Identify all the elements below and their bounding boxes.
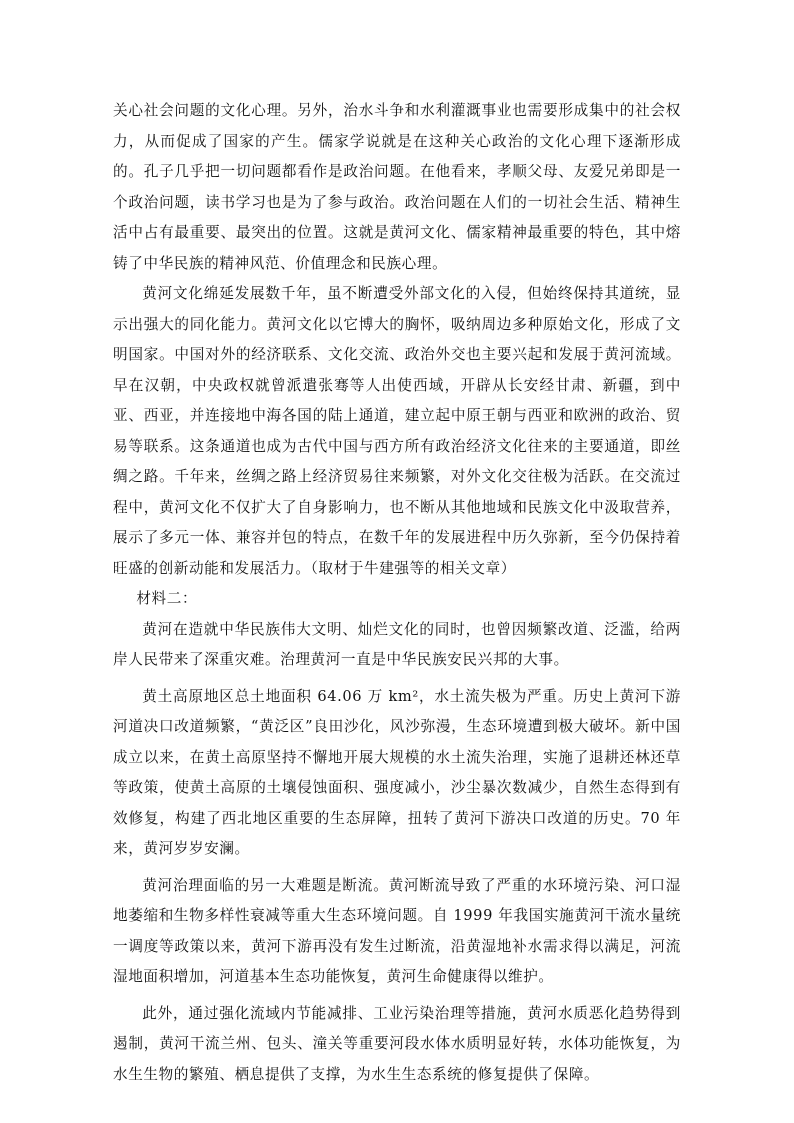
document-body [113,96,681,1090]
paragraph-4: 黄土高原地区总土地面积 64.06 万 km²，水土流失极为严重。历史上黄河下游河道决口改道频繁，“黄泛区”良田沙化，风沙弥漫，生态环境遭到极大破坏。新中国成立以来，在黄土高原坚持不懈地开展大规模的水土流失治理，实施了退耕还林还草等政策，使黄土高原的土壤侵蚀面积、强度减小，沙尘暴次数减少，自然生态得到有效修复，构建了西北地区重要的生态屏障，扭转了黄河下游决口改道的历史。70 年来，黄河岁岁安澜。 [113,687,681,857]
paragraph-6: 此外，通过强化流域内节能减排、工业污染治理等措施，黄河水质恶化趋势得到遏制，黄河干流兰州、包头、潼关等重要河段水体水质明显好转，水体功能恢复，为水生生物的繁殖、栖息提供了支撑，为水生生态系统的修复提供了保障。 [113,1004,681,1083]
paragraph-2: 黄河文化绵延发展数千年，虽不断遭受外部文化的入侵，但始终保持其道统，显示出强大的同化能力。黄河文化以它博大的胸怀，吸纳周边多种原始文化，形成了文明国家。中国对外的经济联系、文化交流、政治外交也主要兴起和发展于黄河流域。早在汉朝，中央政权就曾派遣张骞等人出使西域，开辟从长安经甘肃、新疆，到中亚、西亚，并连接地中海各国的陆上通道，建立起中原王朝与西亚和欧洲的政治、贸易等联系。这条通道也成为古代中国与西方所有政治经济文化往来的主要通道，即丝绸之路。千年来，丝绸之路上经济贸易往来频繁，对外文化交往极为活跃。在交流过程中，黄河文化不仅扩大了自身影响力，也不断从其他地域和民族文化中汲取营养，展示了多元一体、兼容并包的特点，在数千年的发展进程中历久弥新，至今仍保持着旺盛的创新动能和发展活力。（取材于牛建强等的相关文章） [113,285,681,577]
paragraph-1: 关心社会问题的文化心理。另外，治水斗争和水利灌溉事业也需要形成集中的社会权力，从而促成了国家的产生。儒家学说就是在这种关心政治的文化心理下逐渐形成的。孔子几乎把一切问题都看作是政治问题。在他看来，孝顺父母、友爱兄弟即是一个政治问题，读书学习也是为了参与政治。政治问题在人们的一切社会生活、精神生活中占有最重要、最突出的位置。这就是黄河文化、儒家精神最重要的特色，其中熔铸了中华民族的精神风范、价值理念和民族心理。 [113,102,681,272]
paragraph-3: 黄河在造就中华民族伟大文明、灿烂文化的同时，也曾因频繁改道、泛滥，给两岸人民带来了深重灾难。治理黄河一直是中华民族安民兴邦的大事。 [113,620,681,668]
section-heading-material-two: 材料二： [136,590,198,607]
paragraph-5: 黄河治理面临的另一大难题是断流。黄河断流导致了严重的水环境污染、河口湿地萎缩和生物多样性衰减等重大生态环境问题。自 1999 年我国实施黄河干流水量统一调度等政策以来，黄河下游再没有发生过断流，沿黄湿地补水需求得以满足，河流湿地面积增加，河道基本生态功能恢复，黄河生命健康得以维护。 [113,876,681,985]
